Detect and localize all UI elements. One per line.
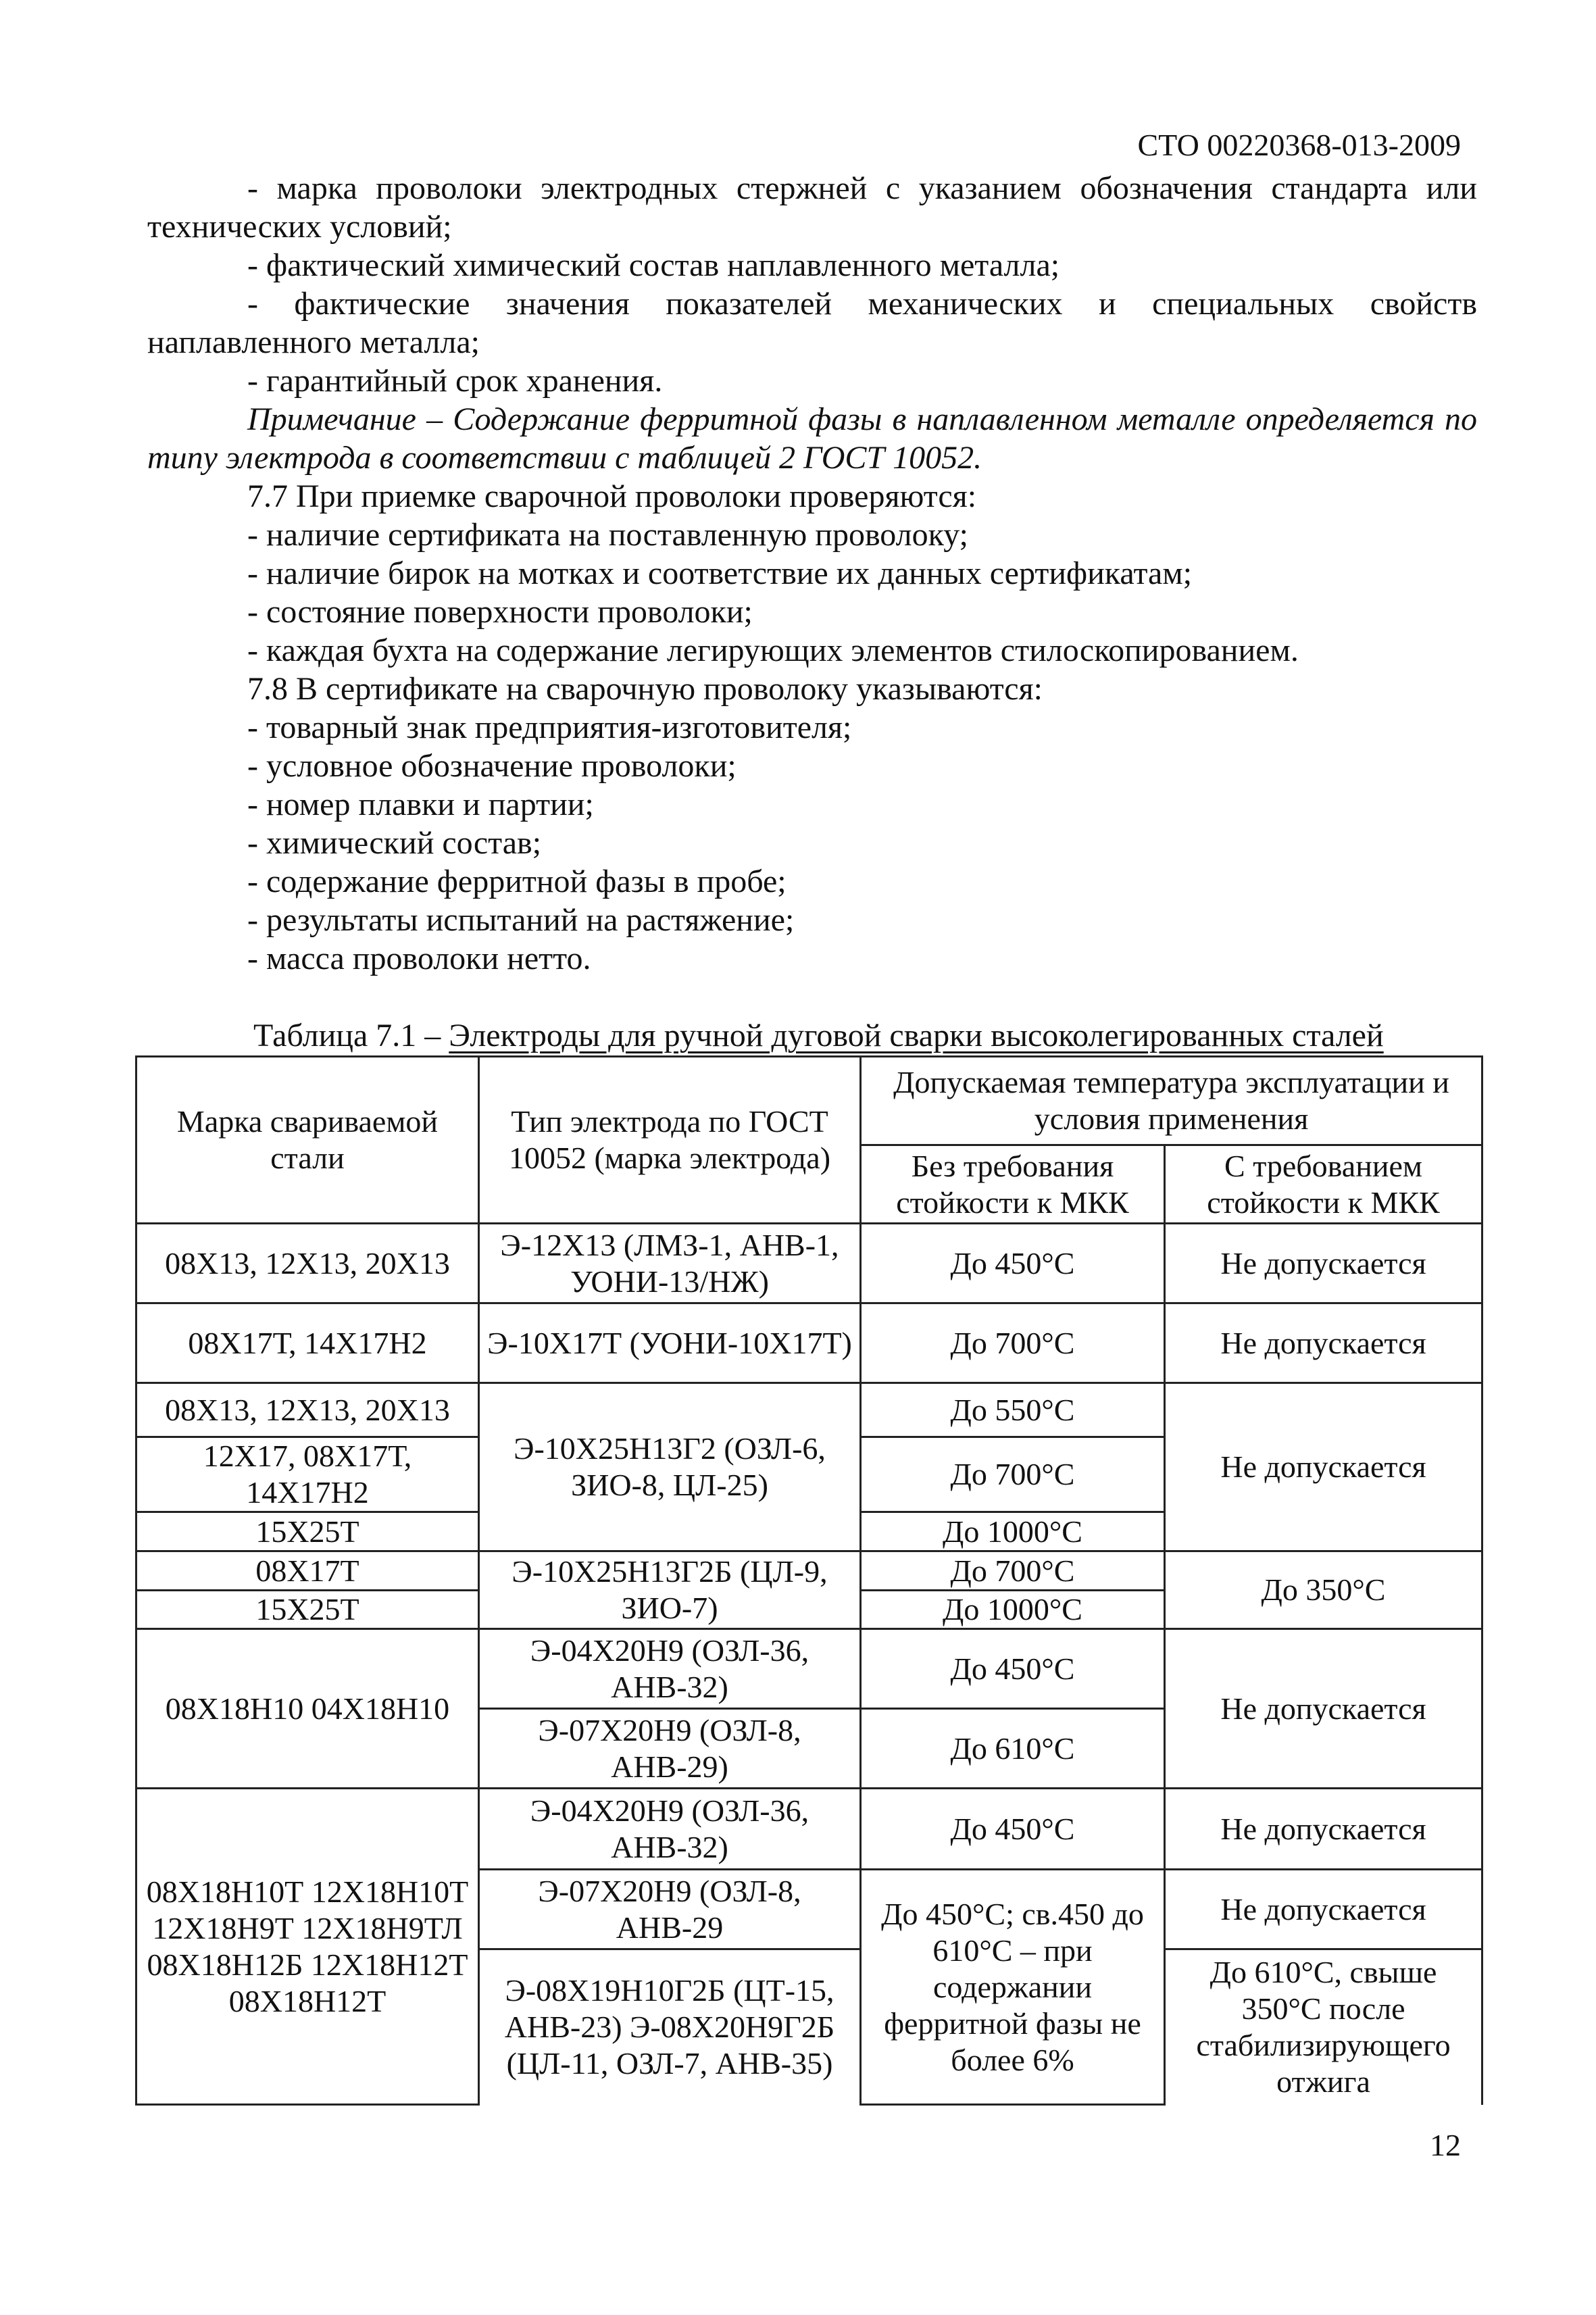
list-item: - товарный знак предприятия-изготовителя; bbox=[247, 710, 852, 745]
table-cell: 08Х18Н10 04Х18Н10 bbox=[136, 1629, 479, 1789]
table-cell: Не допускается bbox=[1165, 1224, 1482, 1303]
list-item: - наличие сертификата на поставленную проволоку; bbox=[247, 517, 968, 553]
table-cell: До 700°С bbox=[861, 1303, 1165, 1383]
table-cell: 15Х25Т bbox=[136, 1512, 479, 1551]
table-cell: 12Х17, 08Х17Т, 14Х17Н2 bbox=[136, 1437, 479, 1512]
list-item: - фактический химический состав наплавленного металла; bbox=[247, 247, 1060, 283]
list-item: - наличие бирок на мотках и соответствие их данных сертификатам; bbox=[247, 555, 1193, 591]
list-item: - фактические значения показателей механических и специальных свойств наплавленного металла; bbox=[147, 286, 1477, 360]
table-cell: До 1000°С bbox=[861, 1591, 1165, 1629]
table-cell: До 450°С bbox=[861, 1789, 1165, 1870]
page-number: 12 bbox=[1430, 2128, 1461, 2162]
electrodes-table bbox=[135, 1055, 1483, 2106]
table-cell: Не допускается bbox=[1165, 1789, 1482, 1870]
table-cell: Э-07Х20Н9 (ОЗЛ-8, АНВ-29) bbox=[479, 1709, 861, 1789]
table-cell: Э-10Х25Н13Г2 (ОЗЛ-6, ЗИО-8, ЦЛ-25) bbox=[479, 1383, 861, 1551]
table-cell: До 450°С; св.450 до 610°С – при содержании ферритной фазы не более 6% bbox=[861, 1870, 1165, 2105]
table-cell: До 610°С bbox=[861, 1709, 1165, 1789]
table-cell: До 350°С bbox=[1165, 1551, 1482, 1629]
table-caption bbox=[253, 1017, 1384, 1054]
table-caption-title: Электроды для ручной дуговой сварки высоколегированных сталей bbox=[449, 1018, 1384, 1053]
list-item: - номер плавки и партии; bbox=[247, 787, 594, 822]
table-cell: Э-08Х19Н10Г2Б (ЦТ-15, АНВ-23) Э-08Х20Н9Г2Б (ЦЛ-11, ОЗЛ-7, АНВ-35) bbox=[479, 1949, 861, 2105]
table-cell: До 550°С bbox=[861, 1383, 1165, 1437]
header-temperature: Допускаемая температура эксплуатации и условия применения bbox=[861, 1057, 1482, 1145]
table-cell: Э-10Х17Т (УОНИ-10Х17Т) bbox=[479, 1303, 861, 1383]
table-cell: Не допускается bbox=[1165, 1383, 1482, 1551]
table-cell: Э-04Х20Н9 (ОЗЛ-36, АНВ-32) bbox=[479, 1789, 861, 1870]
list-item: - каждая бухта на содержание легирующих элементов стилоскопированием. bbox=[247, 632, 1299, 668]
table-cell: До 700°С bbox=[861, 1551, 1165, 1591]
table-cell: До 610°С, свыше 350°С после стабилизирующего отжига bbox=[1165, 1949, 1482, 2105]
table-cell: 08Х17Т, 14Х17Н2 bbox=[136, 1303, 479, 1383]
list-item: - условное обозначение проволоки; bbox=[247, 748, 737, 784]
table-cell: Не допускается bbox=[1165, 1303, 1482, 1383]
header-with-mkk: С требованием стойкости к МКК bbox=[1165, 1145, 1482, 1224]
header-steel-grade: Марка свариваемой стали bbox=[136, 1057, 479, 1224]
table-cell: Э-10Х25Н13Г2Б (ЦЛ-9, ЗИО-7) bbox=[479, 1551, 861, 1629]
document-code: СТО 00220368-013-2009 bbox=[1137, 128, 1461, 162]
table-cell: Не допускается bbox=[1165, 1629, 1482, 1789]
section-heading: 7.7 При приемке сварочной проволоки проверяются: bbox=[247, 478, 977, 514]
table-cell: Э-12Х13 (ЛМЗ-1, АНВ-1, УОНИ-13/НЖ) bbox=[479, 1224, 861, 1303]
table-cell: Э-07Х20Н9 (ОЗЛ-8, АНВ-29 bbox=[479, 1870, 861, 1949]
table-cell: 15Х25Т bbox=[136, 1591, 479, 1629]
header-electrode-type: Тип электрода по ГОСТ 10052 (марка электрода) bbox=[479, 1057, 861, 1224]
note-paragraph: Примечание – Содержание ферритной фазы в наплавленном металле определяется по типу электрода в соответствии с таблицей 2 ГОСТ 10052. bbox=[147, 401, 1477, 476]
table-cell: До 1000°С bbox=[861, 1512, 1165, 1551]
list-item: - марка проволоки электродных стержней с указанием обозначения стандарта или технических условий; bbox=[147, 170, 1477, 245]
table-cell: До 450°С bbox=[861, 1629, 1165, 1709]
table-cell: 08Х13, 12Х13, 20Х13 bbox=[136, 1224, 479, 1303]
table-cell: 08Х17Т bbox=[136, 1551, 479, 1591]
list-item: - гарантийный срок хранения. bbox=[247, 363, 663, 399]
list-item: - результаты испытаний на растяжение; bbox=[247, 902, 795, 938]
table-cell: До 700°С bbox=[861, 1437, 1165, 1512]
list-item: - содержание ферритной фазы в пробе; bbox=[247, 864, 787, 899]
list-item: - масса проволоки нетто. bbox=[247, 941, 591, 976]
section-heading: 7.8 В сертификате на сварочную проволоку указываются: bbox=[247, 671, 1043, 707]
header-without-mkk: Без требования стойкости к МКК bbox=[861, 1145, 1165, 1224]
table-cell: Не допускается bbox=[1165, 1870, 1482, 1949]
table-caption-prefix: Таблица 7.1 – bbox=[253, 1018, 449, 1053]
table-cell: Э-04Х20Н9 (ОЗЛ-36, АНВ-32) bbox=[479, 1629, 861, 1709]
table-cell: 08Х13, 12Х13, 20Х13 bbox=[136, 1383, 479, 1437]
table-cell: 08Х18Н10Т 12Х18Н10Т 12Х18Н9Т 12Х18Н9ТЛ 08Х18Н12Б 12Х18Н12Т 08Х18Н12Т bbox=[136, 1789, 479, 2105]
body-text bbox=[147, 169, 1477, 978]
list-item: - химический состав; bbox=[247, 825, 542, 861]
table-cell: До 450°С bbox=[861, 1224, 1165, 1303]
list-item: - состояние поверхности проволоки; bbox=[247, 594, 753, 630]
